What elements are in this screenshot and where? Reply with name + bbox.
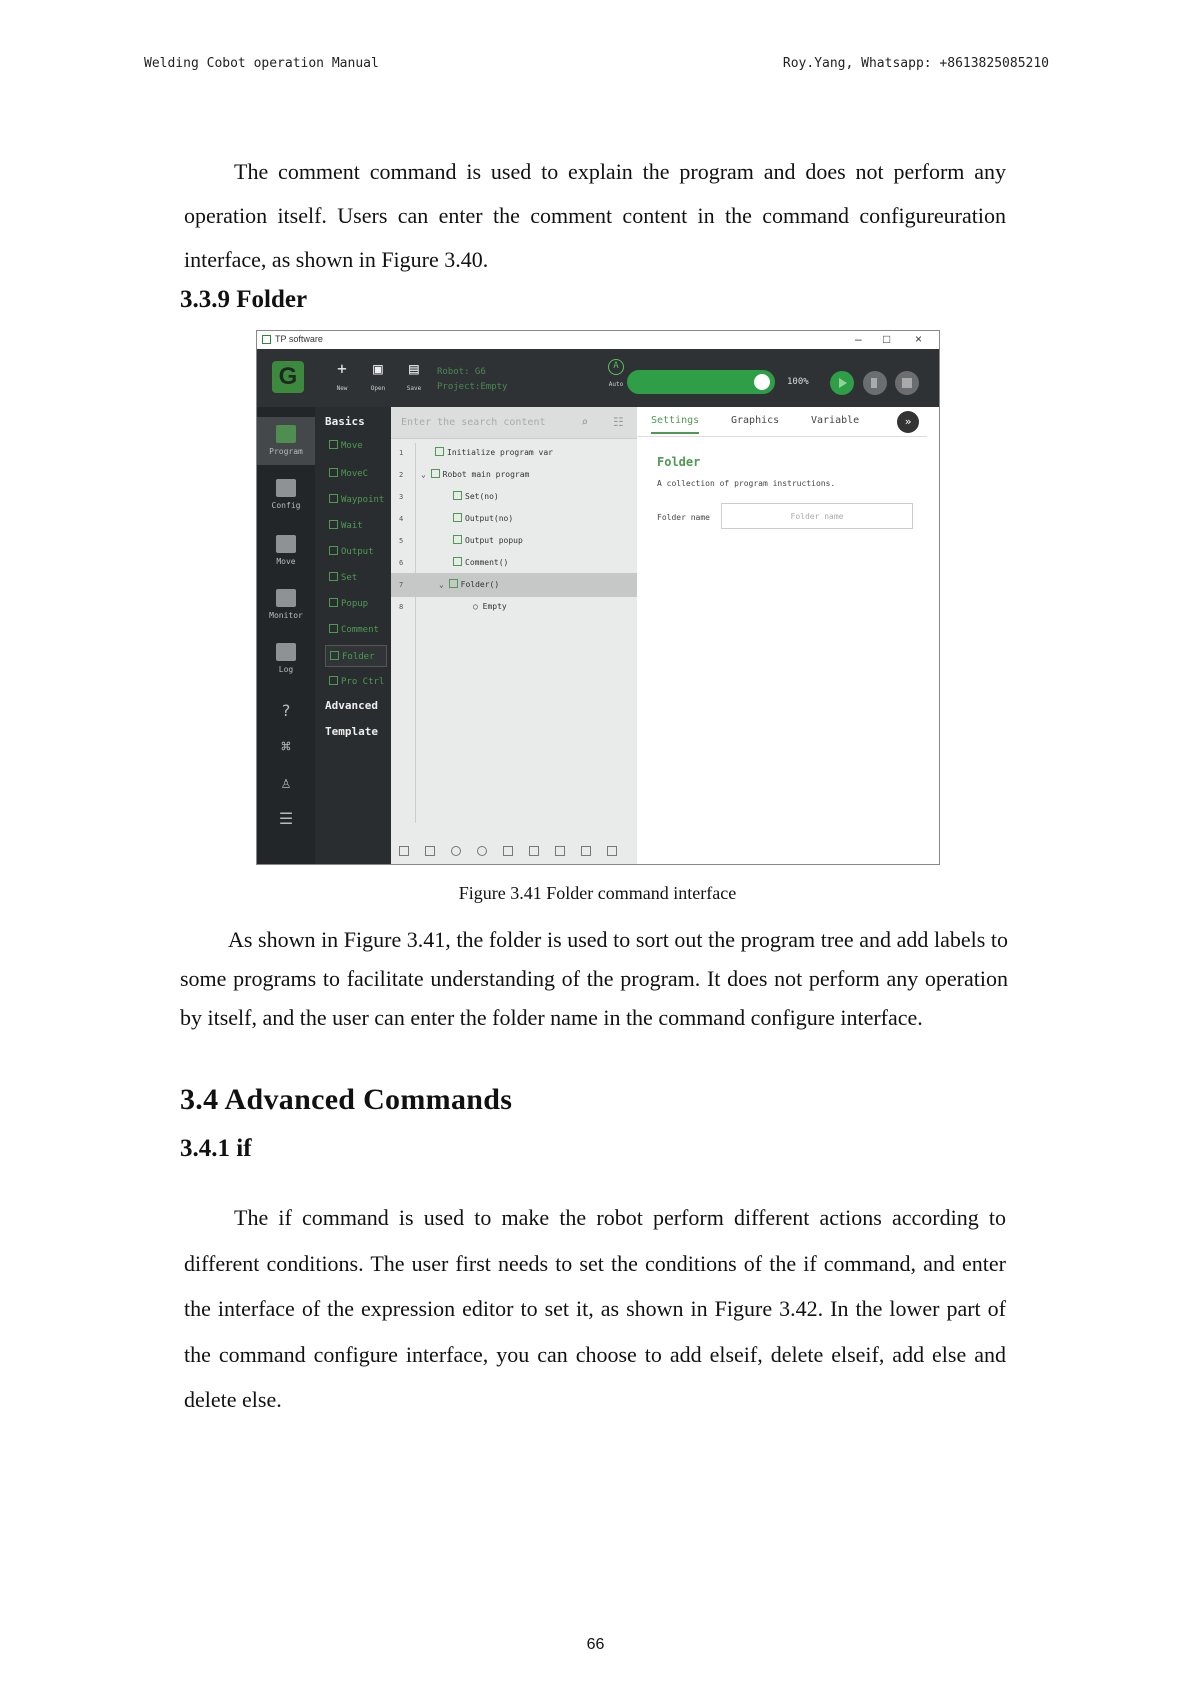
nav-program-label: Program xyxy=(269,447,303,456)
output-command-icon xyxy=(329,546,338,555)
config-icon xyxy=(276,479,296,497)
config-description: A collection of program instructions. xyxy=(657,479,836,488)
folder-name-label: Folder name xyxy=(657,513,710,522)
running-header-left: Welding Cobot operation Manual xyxy=(144,56,379,71)
comment-icon xyxy=(453,557,462,566)
close-button[interactable]: × xyxy=(915,332,923,346)
left-navigation xyxy=(257,407,315,865)
nav-move-label: Move xyxy=(276,557,296,566)
speed-slider-knob[interactable] xyxy=(751,371,773,393)
command-comment[interactable]: Comment xyxy=(325,619,387,641)
tree-row[interactable]: 3 Set(no) xyxy=(399,492,499,501)
tree-row-selected[interactable]: 7 ⌄ Folder() xyxy=(391,573,637,597)
config-title: Folder xyxy=(657,455,701,469)
tree-row[interactable]: 1 Initialize program var xyxy=(399,448,553,457)
speed-slider[interactable] xyxy=(627,370,775,394)
category-advanced[interactable]: Advanced xyxy=(325,699,378,712)
window-title: TP software xyxy=(275,334,323,344)
section-heading-if: 3.4.1 if xyxy=(180,1135,252,1162)
menu-icon[interactable]: ☰ xyxy=(278,809,294,828)
nav-config[interactable] xyxy=(257,473,315,510)
shortcut-icon[interactable]: ⌘ xyxy=(281,737,291,756)
popup-command-icon xyxy=(329,598,338,607)
waypoint-command-icon xyxy=(329,494,338,503)
pro-ctrl-command-icon xyxy=(329,676,338,685)
app-icon xyxy=(262,335,271,344)
main-program-icon xyxy=(431,469,440,478)
tree-row[interactable]: 2 ⌄ Robot main program xyxy=(399,470,530,479)
init-icon xyxy=(435,447,444,456)
copy-icon[interactable] xyxy=(529,846,539,856)
tree-row[interactable]: 5 Output popup xyxy=(399,536,523,545)
nav-move[interactable] xyxy=(257,529,315,566)
page-number: 66 xyxy=(586,1636,605,1653)
tab-divider xyxy=(637,436,927,437)
cut-icon[interactable] xyxy=(503,846,513,856)
tree-row[interactable]: 6 Comment() xyxy=(399,558,509,567)
command-output[interactable]: Output xyxy=(325,541,387,563)
nav-log-label: Log xyxy=(278,665,294,674)
section-heading-advanced: 3.4 Advanced Commands xyxy=(180,1083,513,1116)
monitor-icon xyxy=(276,589,296,607)
if-paragraph: The if command is used to make the robot perform different actions according to different conditions. The user first needs to set the conditions of the if command, and enter the interface of the expression editor to set it, as shown in Figure 3.42. In the lower part of the command configure interface, you can choose to add elseif, delete elseif, add else and delete else. xyxy=(184,1205,1006,1412)
movec-command-icon xyxy=(329,468,338,477)
minimize-button[interactable]: – xyxy=(855,332,862,346)
running-header-right: Roy.Yang, Whatsapp: +8613825085210 xyxy=(782,56,1049,71)
command-folder[interactable]: Folder xyxy=(325,645,387,667)
new-button[interactable] xyxy=(327,359,357,392)
nav-program[interactable] xyxy=(257,417,315,465)
user-icon[interactable]: ♙ xyxy=(281,773,291,792)
nav-monitor-label: Monitor xyxy=(269,611,303,620)
tree-row[interactable]: 8 ○ Empty xyxy=(399,602,507,611)
expand-icon[interactable]: » xyxy=(897,411,919,433)
command-movec[interactable]: MoveC xyxy=(325,463,387,485)
nav-config-label: Config xyxy=(271,501,301,510)
new-label: New xyxy=(336,385,348,392)
move-command-icon xyxy=(329,440,338,449)
category-basics[interactable]: Basics xyxy=(325,415,365,428)
category-template[interactable]: Template xyxy=(325,725,378,738)
paste-icon[interactable] xyxy=(555,846,565,856)
comment-command-icon xyxy=(329,624,338,633)
open-label: Open xyxy=(370,385,386,392)
folder-command-screenshot xyxy=(256,330,940,865)
command-panel xyxy=(315,407,391,865)
command-move[interactable]: Move xyxy=(325,435,387,457)
tree-edit-toolbar xyxy=(391,838,637,865)
chevron-down-icon[interactable]: ⌄ xyxy=(421,470,431,479)
section-heading-folder: 3.3.9 Folder xyxy=(180,286,308,313)
search-icon[interactable]: ⌕ xyxy=(581,415,589,429)
filter-icon[interactable]: ☷ xyxy=(613,415,624,429)
command-waypoint[interactable]: Waypoint xyxy=(325,489,387,511)
folder-icon xyxy=(449,579,458,588)
disable-icon[interactable] xyxy=(607,846,617,856)
tree-search[interactable] xyxy=(391,407,637,439)
window-titlebar xyxy=(257,331,939,349)
empty-icon: ○ xyxy=(473,602,483,611)
speed-value: 100% xyxy=(787,377,809,387)
program-tree xyxy=(391,407,637,865)
command-set[interactable]: Set xyxy=(325,567,387,589)
project-name: Project:Empty xyxy=(437,382,508,392)
open-icon: ▣ xyxy=(373,359,383,378)
figure-caption: Figure 3.41 Folder command interface xyxy=(458,883,737,903)
command-pro-ctrl[interactable]: Pro Ctrl xyxy=(325,671,387,693)
auto-label: Auto xyxy=(608,381,624,388)
robot-info xyxy=(437,365,507,395)
help-icon[interactable]: ? xyxy=(281,701,291,720)
set-command-icon xyxy=(329,572,338,581)
play-icon[interactable] xyxy=(830,371,854,395)
log-icon xyxy=(276,643,296,661)
app-logo: G xyxy=(272,361,304,393)
save-icon: ▤ xyxy=(409,359,419,378)
app-toolbar xyxy=(257,349,939,407)
move-icon xyxy=(276,535,296,553)
command-popup[interactable]: Popup xyxy=(325,593,387,615)
folder-command-icon xyxy=(330,651,339,660)
save-button[interactable] xyxy=(399,359,429,392)
output-icon xyxy=(453,513,462,522)
tab-graphics[interactable]: Graphics xyxy=(731,415,780,426)
auto-icon: A xyxy=(608,359,624,375)
set-icon xyxy=(453,491,462,500)
folder-name-input[interactable] xyxy=(721,503,913,529)
step-icon[interactable] xyxy=(863,371,887,395)
outdent-icon[interactable] xyxy=(425,846,435,856)
plus-icon: + xyxy=(337,359,347,378)
chevron-down-icon[interactable]: ⌄ xyxy=(439,580,449,589)
save-label: Save xyxy=(406,385,422,392)
nav-log[interactable] xyxy=(257,637,315,674)
tree-row[interactable]: 4 Output(no) xyxy=(399,514,514,523)
maximize-button[interactable]: □ xyxy=(883,332,891,346)
indent-icon[interactable] xyxy=(399,846,409,856)
folder-paragraph: As shown in Figure 3.41, the folder is used to sort out the program tree and add labels to some programs to facilitate understanding of the program. It does not perform any operation by itself, and the user can enter the folder name in the command configure interface. xyxy=(180,927,1008,1030)
comment-paragraph: The comment command is used to explain the program and does not perform any operation itself. Users can enter the comment content in the command configureuration interface, as shown in Figure 3.40. xyxy=(184,159,1006,272)
redo-icon[interactable] xyxy=(477,846,487,856)
open-button[interactable] xyxy=(363,359,393,392)
stop-icon[interactable] xyxy=(895,371,919,395)
tab-variable[interactable]: Variable xyxy=(811,415,860,426)
search-input[interactable]: Enter the search content xyxy=(401,417,546,428)
undo-icon[interactable] xyxy=(451,846,461,856)
config-panel xyxy=(637,407,940,865)
delete-icon[interactable] xyxy=(581,846,591,856)
popup-icon xyxy=(453,535,462,544)
command-wait[interactable]: Wait xyxy=(325,515,387,537)
tab-settings[interactable]: Settings xyxy=(651,415,699,434)
robot-name: Robot: G6 xyxy=(437,367,486,377)
nav-monitor[interactable] xyxy=(257,583,315,620)
wait-command-icon xyxy=(329,520,338,529)
program-icon xyxy=(276,425,296,443)
